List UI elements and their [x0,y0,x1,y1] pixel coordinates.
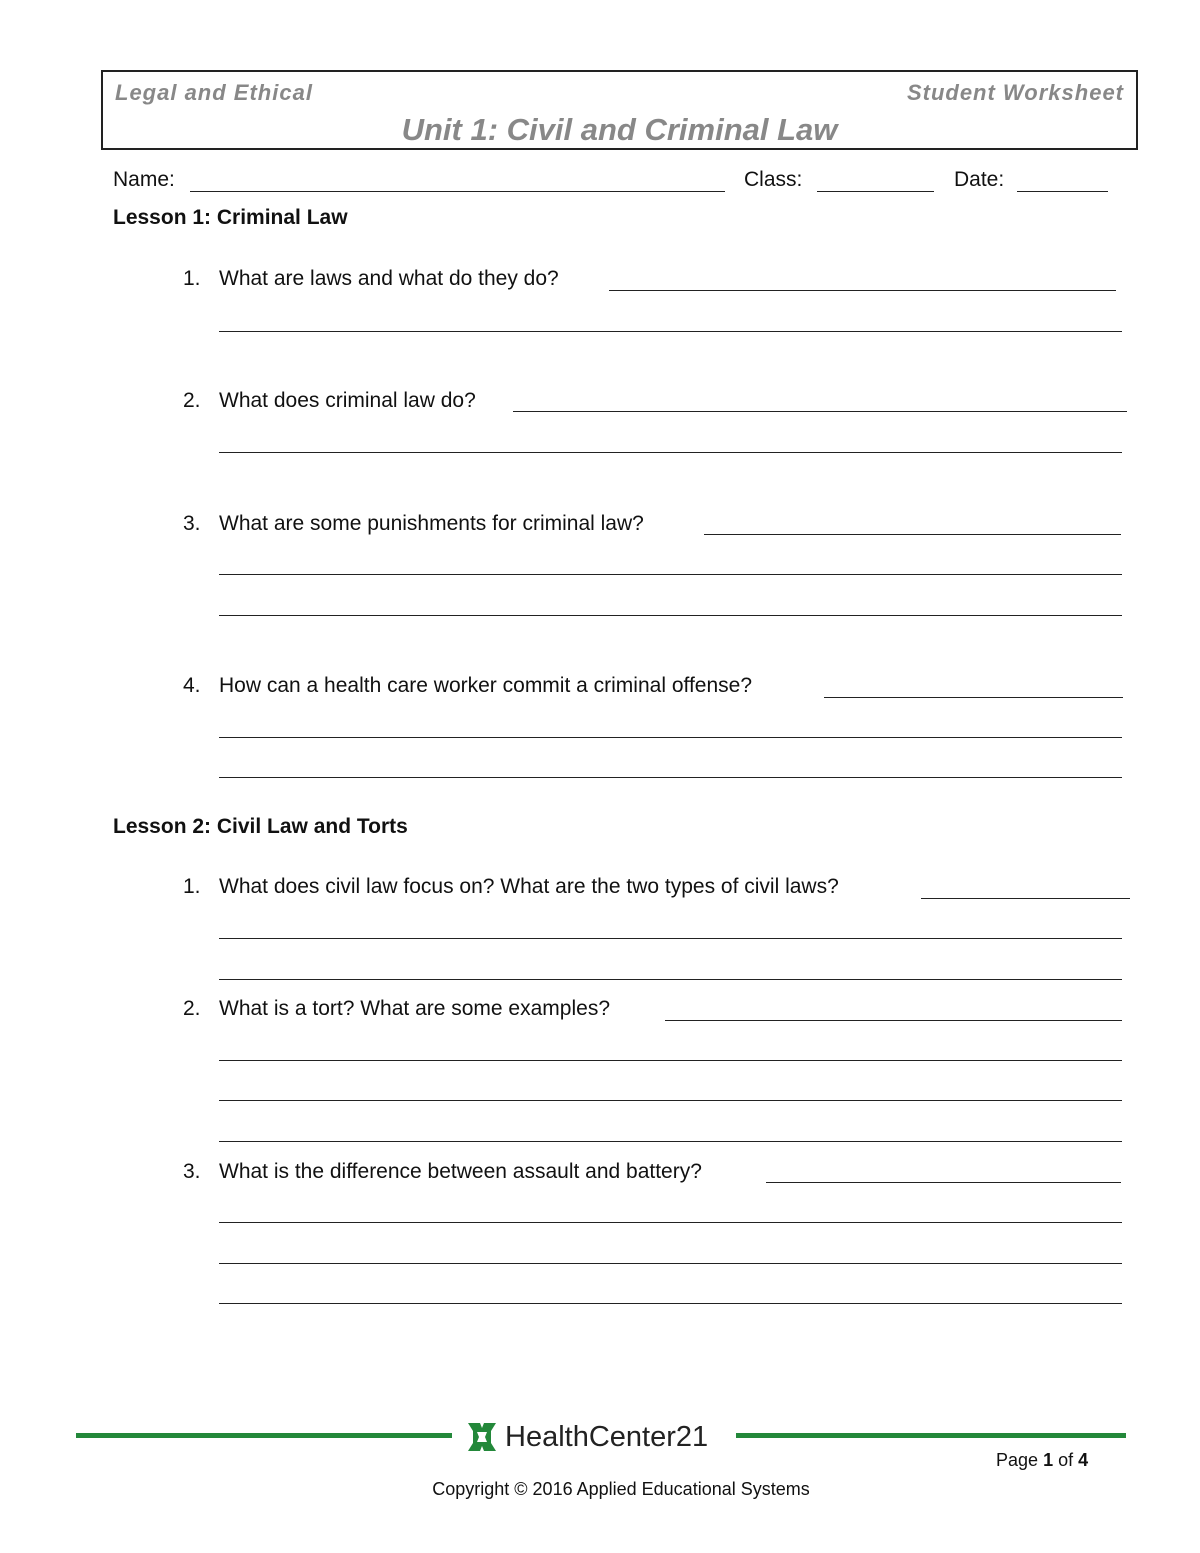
page-number [996,1450,1088,1471]
answer-line[interactable] [609,290,1116,291]
answer-line[interactable] [219,1303,1122,1304]
answer-line[interactable] [219,777,1122,778]
question-number: 2. [183,389,201,412]
answer-line[interactable] [921,898,1130,899]
copyright: Copyright © 2016 Applied Educational Systems [432,1479,810,1499]
answer-line[interactable] [219,331,1122,332]
question-text: How can a health care worker commit a criminal offense? [219,674,753,697]
question-number: 4. [183,674,201,697]
header-subject: Legal and Ethical [115,80,313,105]
question-text: What is a tort? What are some examples? [219,997,610,1020]
answer-line[interactable] [513,411,1127,412]
answer-line[interactable] [219,1263,1122,1264]
answer-line[interactable] [219,1060,1122,1061]
worksheet-header [101,70,1138,150]
name-field[interactable] [190,191,725,192]
page-of: of [1058,1450,1074,1470]
answer-line[interactable] [219,1222,1122,1223]
question-text: What does civil law focus on? What are the two types of civil laws? [219,875,839,898]
question-number: 3. [183,1160,201,1183]
lesson-2-title: Lesson 2: Civil Law and Torts [113,815,408,838]
answer-line[interactable] [704,534,1121,535]
question-number: 3. [183,512,201,535]
unit-title: Unit 1: Civil and Criminal Law [401,112,838,147]
healthcenter21-logo [467,1420,708,1454]
answer-line[interactable] [219,452,1122,453]
question-text: What does criminal law do? [219,389,476,412]
answer-line[interactable] [219,1141,1122,1142]
answer-line[interactable] [219,574,1122,575]
answer-line[interactable] [219,979,1122,980]
answer-line[interactable] [219,938,1122,939]
answer-line[interactable] [219,615,1122,616]
answer-line[interactable] [219,1100,1122,1101]
date-label: Date: [954,168,1005,191]
footer-green-rule-left [76,1433,452,1438]
footer-green-rule-right [736,1433,1126,1438]
header-worksheet-type: Student Worksheet [906,80,1124,105]
class-label: Class: [744,168,803,191]
page-total: 4 [1078,1450,1089,1470]
answer-line[interactable] [219,737,1122,738]
question-text: What are some punishments for criminal law? [219,512,644,535]
question-number: 1. [183,267,201,290]
question-number: 1. [183,875,201,898]
answer-line[interactable] [824,697,1123,698]
answer-line[interactable] [665,1020,1122,1021]
question-number: 2. [183,997,201,1020]
class-field[interactable] [817,191,934,192]
question-text: What are laws and what do they do? [219,267,559,290]
page-prefix: Page [996,1450,1039,1470]
question-text: What is the difference between assault and battery? [219,1160,702,1183]
date-field[interactable] [1017,191,1108,192]
healthcenter21-logo-icon [467,1422,497,1452]
lesson-1-title: Lesson 1: Criminal Law [113,206,348,229]
logo-text: HealthCenter21 [505,1420,709,1453]
page-current: 1 [1043,1450,1054,1470]
name-label: Name: [113,168,175,191]
answer-line[interactable] [766,1182,1121,1183]
